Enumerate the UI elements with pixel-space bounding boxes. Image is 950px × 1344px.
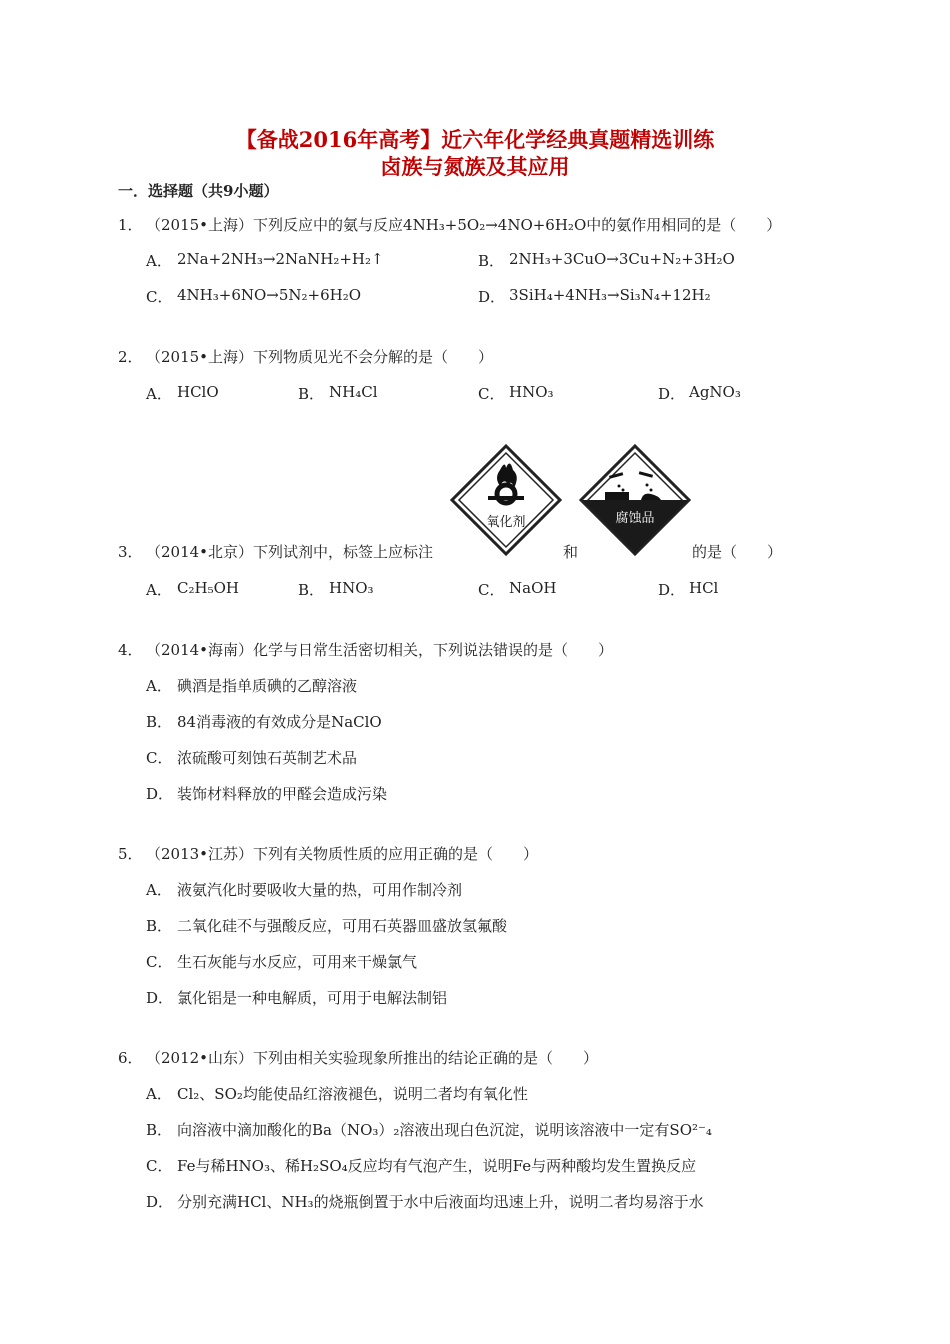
option-text: 2NH₃+3CuO→3Cu+N₂+3H₂O	[509, 250, 735, 268]
question-stem: （2012•山东）下列由相关实验现象所推出的结论正确的是（ ）	[146, 1049, 599, 1067]
question-number: 3．	[118, 543, 143, 561]
option-text: HNO₃	[329, 579, 374, 597]
option-letter: B．	[146, 713, 173, 731]
option-text: 84消毒液的有效成分是NaClO	[177, 713, 382, 731]
oxidizer-hazard-sign	[450, 444, 562, 556]
question-number: 4．	[118, 641, 143, 659]
option-letter: D．	[146, 1193, 174, 1211]
sign-label: 氧化剂	[486, 515, 526, 530]
page-subtitle: 卤族与氮族及其应用	[380, 154, 570, 179]
option-text: HCl	[689, 579, 719, 597]
option-letter: A．	[146, 1085, 172, 1103]
option-text: Cl₂、SO₂均能使品红溶液褪色，说明二者均有氧化性	[177, 1085, 528, 1103]
option-text: AgNO₃	[689, 383, 741, 401]
option-letter: C．	[146, 953, 173, 971]
question-number: 1．	[118, 216, 143, 234]
question-stem: （2015•上海）下列物质见光不会分解的是（ ）	[146, 348, 494, 366]
option-letter: A．	[146, 252, 172, 270]
option-letter: B．	[146, 1121, 173, 1139]
section-heading: 一．选择题（共9小题）	[118, 182, 279, 200]
question-stem: （2015•上海）下列反应中的氨与反应4NH₃+5O₂→4NO+6H₂O中的氨作用相同的是（ ）	[146, 216, 782, 234]
corrosive-hazard-sign	[579, 444, 691, 556]
option-letter: D．	[146, 989, 174, 1007]
option-letter: C．	[146, 749, 173, 767]
page-title: 【备战2016年高考】近六年化学经典真题精选训练	[235, 127, 715, 152]
option-letter: B．	[298, 581, 325, 599]
question-stem-connector: 和	[563, 543, 579, 561]
option-text: 4NH₃+6NO→5N₂+6H₂O	[177, 286, 362, 304]
option-text: 分别充满HCl、NH₃的烧瓶倒置于水中后液面均迅速上升，说明二者均易溶于水	[177, 1193, 704, 1211]
option-letter: D．	[146, 785, 174, 803]
option-text: 浓硫酸可刻蚀石英制艺术品	[177, 749, 358, 767]
option-text: NH₄Cl	[329, 383, 378, 401]
option-letter: C．	[146, 288, 173, 306]
question-stem: （2013•江苏）下列有关物质性质的应用正确的是（ ）	[146, 845, 539, 863]
option-letter: D．	[658, 385, 686, 403]
option-letter: B．	[478, 252, 505, 270]
option-letter: D．	[658, 581, 686, 599]
option-text: 碘酒是指单质碘的乙醇溶液	[177, 677, 358, 695]
question-number: 6．	[118, 1049, 143, 1067]
option-letter: B．	[298, 385, 325, 403]
option-letter: C．	[146, 1157, 173, 1175]
option-text: 3SiH₄+4NH₃→Si₃N₄+12H₂	[509, 286, 711, 304]
option-text: 生石灰能与水反应，可用来干燥氯气	[177, 953, 418, 971]
option-text: HClO	[177, 383, 219, 401]
option-text: 氯化铝是一种电解质，可用于电解法制铝	[177, 989, 448, 1007]
question-stem: （2014•海南）化学与日常生活密切相关，下列说法错误的是（ ）	[146, 641, 614, 659]
question-number: 5．	[118, 845, 143, 863]
option-letter: D．	[478, 288, 506, 306]
question-stem-end: 的是（ ）	[692, 543, 783, 561]
option-letter: B．	[146, 917, 173, 935]
question-number: 2．	[118, 348, 143, 366]
option-letter: A．	[146, 385, 172, 403]
option-letter: C．	[478, 581, 505, 599]
option-text: 液氨汽化时要吸收大量的热，可用作制冷剂	[177, 881, 463, 899]
option-text: 装饰材料释放的甲醛会造成污染	[177, 785, 388, 803]
option-text: C₂H₅OH	[177, 579, 239, 597]
option-letter: C．	[478, 385, 505, 403]
question-stem: （2014•北京）下列试剂中，标签上应标注	[146, 543, 434, 561]
option-text: 二氧化硅不与强酸反应，可用石英器皿盛放氢氟酸	[177, 917, 508, 935]
option-text: 2Na+2NH₃→2NaNH₂+H₂↑	[177, 250, 384, 268]
option-text: 向溶液中滴加酸化的Ba（NO₃）₂溶液出现白色沉淀，说明该溶液中一定有SO²⁻₄	[177, 1121, 712, 1139]
option-letter: A．	[146, 881, 172, 899]
option-text: NaOH	[509, 579, 557, 597]
option-letter: A．	[146, 677, 172, 695]
option-letter: A．	[146, 581, 172, 599]
sign-label: 腐蚀品	[615, 511, 655, 526]
option-text: HNO₃	[509, 383, 554, 401]
option-text: Fe与稀HNO₃、稀H₂SO₄反应均有气泡产生，说明Fe与两种酸均发生置换反应	[177, 1157, 697, 1175]
